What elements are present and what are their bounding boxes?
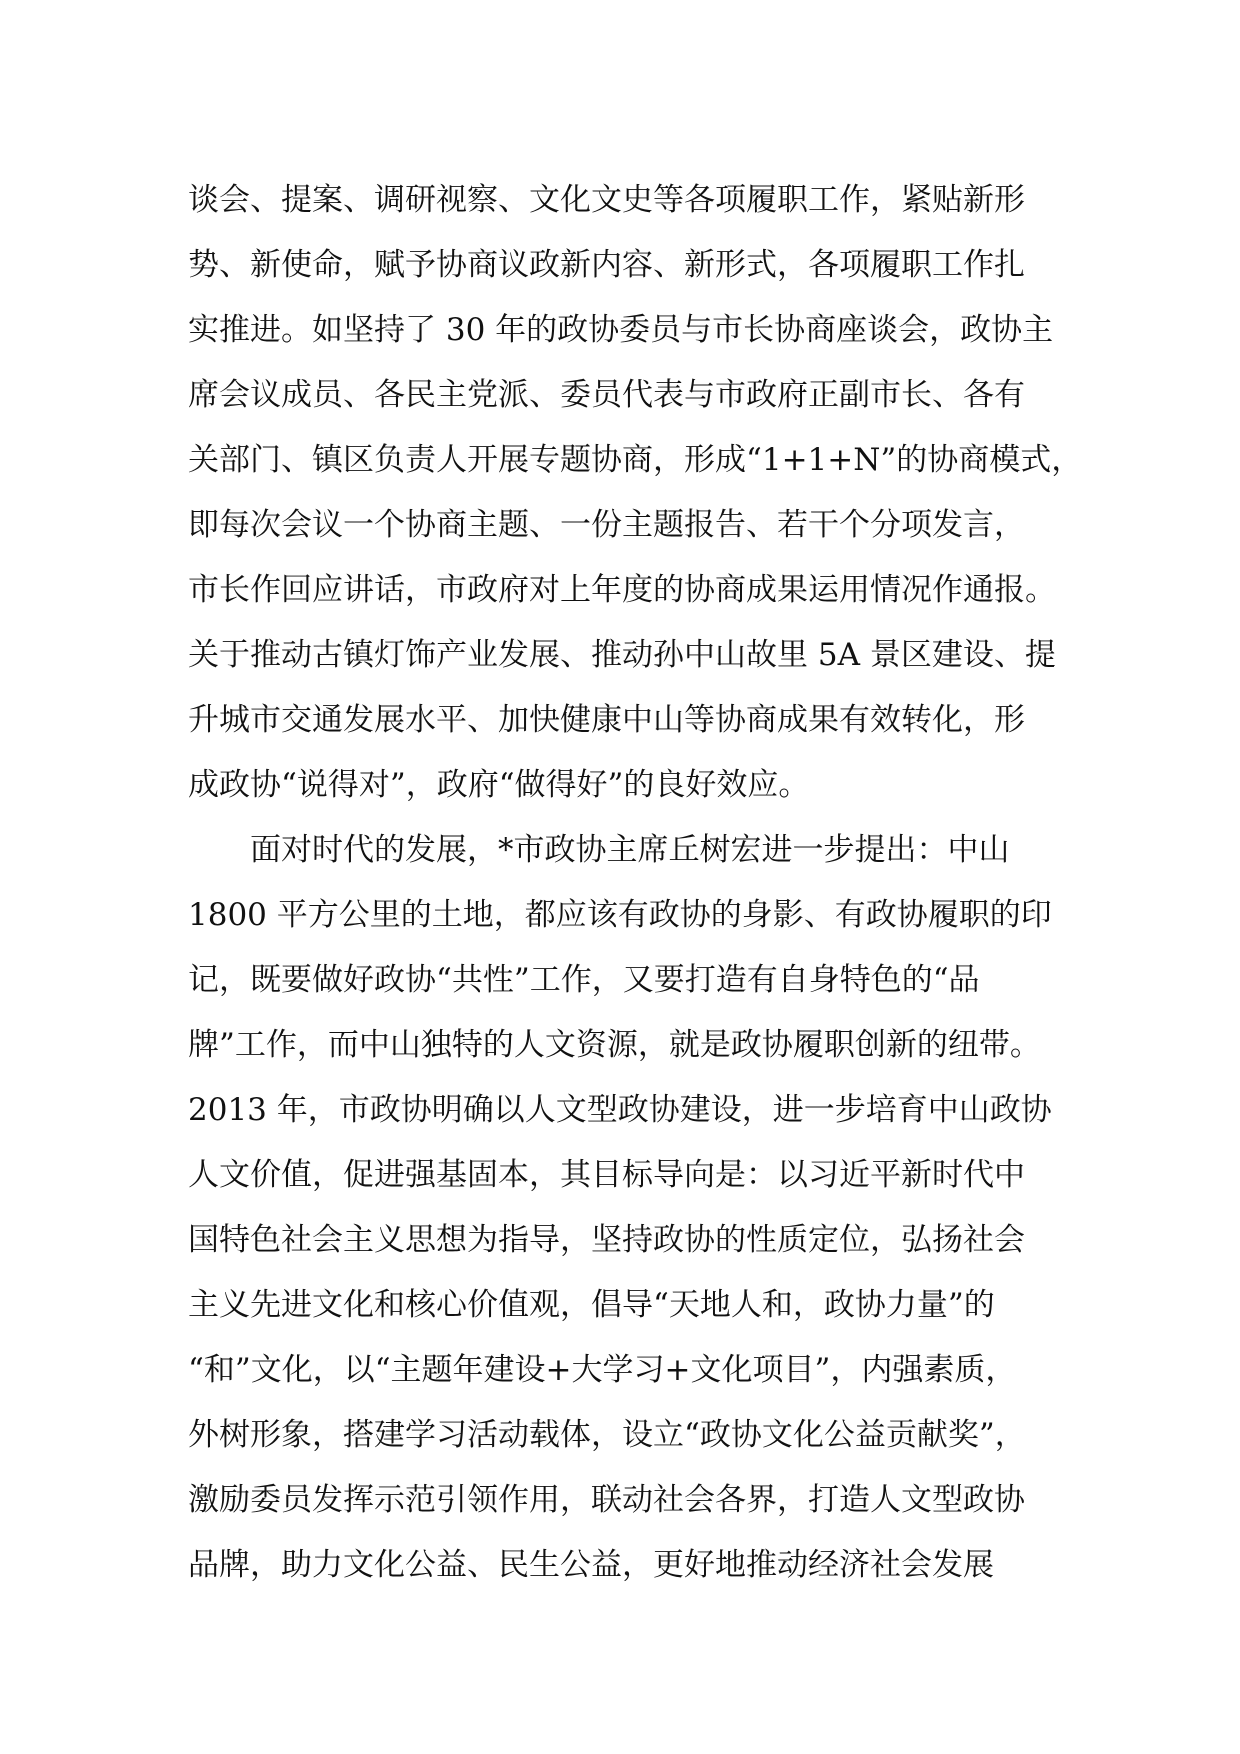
text-line: 激励委员发挥示范引领作用，联动社会各界，打造人文型政协 xyxy=(188,1482,1025,1518)
text-line: 1800 平方公里的土地，都应该有政协的身影、有政协履职的印 xyxy=(188,897,1052,933)
text-line: 升城市交通发展水平、加快健康中山等协商成果有效转化，形 xyxy=(188,702,1025,738)
text-line: 市长作回应讲话，市政府对上年度的协商成果运用情况作通报。 xyxy=(188,572,1056,608)
text-line: 人文价值，促进强基固本，其目标导向是：以习近平新时代中 xyxy=(188,1157,1025,1193)
text-line: 主义先进文化和核心价值观，倡导“天地人和，政协力量”的 xyxy=(188,1287,995,1323)
text-line: 记，既要做好政协“共性”工作，又要打造有自身特色的“品 xyxy=(188,962,980,998)
text-line: 外树形象，搭建学习活动载体，设立“政协文化公益贡献奖”， xyxy=(188,1417,1026,1453)
body-text xyxy=(188,168,1088,1598)
text-line: 席会议成员、各民主党派、委员代表与市政府正副市长、各有 xyxy=(188,377,1025,413)
text-line: 谈会、提案、调研视察、文化文史等各项履职工作，紧贴新形 xyxy=(188,182,1025,218)
paragraph-start-line: 面对时代的发展，*市政协主席丘树宏进一步提出：中山 xyxy=(250,832,1010,868)
text-line: 势、新使命，赋予协商议政新内容、新形式，各项履职工作扎 xyxy=(188,247,1025,283)
text-line: 实推进。如坚持了 30 年的政协委员与市长协商座谈会，政协主 xyxy=(188,312,1054,348)
text-line: 品牌，助力文化公益、民生公益，更好地推动经济社会发展 xyxy=(188,1547,994,1583)
text-line: “和”文化，以“主题年建设+大学习+文化项目”，内强素质， xyxy=(188,1352,1017,1388)
text-line: 关于推动古镇灯饰产业发展、推动孙中山故里 5A 景区建设、提 xyxy=(188,637,1056,673)
text-line: 关部门、镇区负责人开展专题协商，形成“1+1+N”的协商模式， xyxy=(188,442,1083,478)
text-line: 2013 年，市政协明确以人文型政协建设，进一步培育中山政协 xyxy=(188,1092,1052,1128)
text-line: 成政协“说得对”，政府“做得好”的良好效应。 xyxy=(188,767,810,803)
text-line: 即每次会议一个协商主题、一份主题报告、若干个分项发言， xyxy=(188,507,1025,543)
text-line: 国特色社会主义思想为指导，坚持政协的性质定位，弘扬社会 xyxy=(188,1222,1025,1258)
text-line: 牌”工作，而中山独特的人文资源，就是政协履职创新的纽带。 xyxy=(188,1027,1041,1063)
